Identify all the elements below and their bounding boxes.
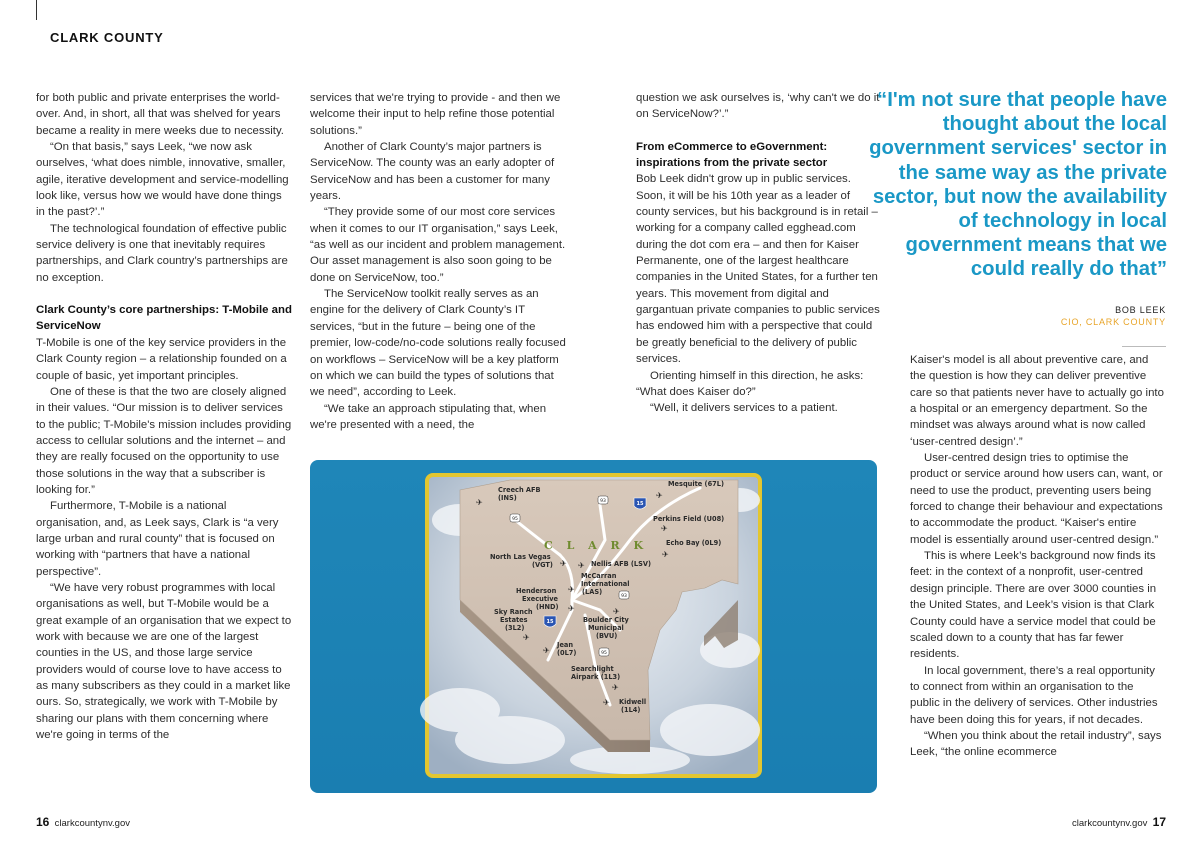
svg-text:15: 15	[636, 501, 644, 507]
airplane-icon: ✈	[523, 633, 530, 642]
paragraph: The ServiceNow toolkit really serves as an engine for the delivery of Clark County’s IT services, “but in the future – being one of the premier, low-code/no-code solutions really focused on workflows – ServiceNow will be a key platform on which we can build the types of solutions that we need”, according to Leek.	[310, 288, 566, 399]
map-illustration	[310, 460, 877, 793]
paragraph: “When you think about the retail industry”, says Leek, “the online ecommerce	[910, 729, 1162, 759]
footer-url: clarkcountynv.gov	[1072, 818, 1148, 829]
quote-author-role: CIO, CLARK COUNTY	[1060, 317, 1166, 327]
svg-text:Echo Bay (0L9): Echo Bay (0L9)	[666, 539, 722, 547]
svg-text:Jean: Jean	[557, 641, 574, 649]
svg-text:Creech AFB: Creech AFB	[498, 486, 541, 494]
footer-left	[36, 815, 130, 829]
svg-text:(VGT): (VGT)	[532, 561, 553, 569]
svg-text:Boulder City: Boulder City	[583, 616, 629, 624]
paragraph: This is where Leek’s background now finds its feet: in the context of a nonprofit, user-centred design principle. There are over 3000 counties in the United States, and Leek’s vision is that Clark County could have a service model that could be scaled down to a county that has far fewer residents.	[910, 550, 1157, 661]
svg-text:95: 95	[512, 517, 518, 522]
paragraph: Another of Clark County’s major partners is ServiceNow. The county was an early adopter of ServiceNow and has been a customer for many years.	[310, 141, 555, 203]
svg-text:Estates: Estates	[500, 616, 528, 624]
airplane-icon: ✈	[560, 559, 567, 568]
paragraph: Orienting himself in this direction, he asks: “What does Kaiser do?”	[636, 369, 864, 398]
airplane-icon: ✈	[543, 646, 550, 655]
airplane-icon: ✈	[568, 585, 575, 594]
airplane-icon: ✈	[578, 561, 585, 570]
paragraph: Kaiser's model is all about preventive care, and the question is how they can deliver preventive care so that patients never have to actually go into a hospital or an emergency department. So the mindset was always around what is now called ‘user-centred design’.”	[910, 354, 1164, 448]
svg-text:93: 93	[600, 499, 606, 504]
paragraph: “They provide some of our most core services when it comes to our IT organisation,” says Leek, “as well as our incident and problem management. Our asset management is also soon going to be done on ServiceNow, too.”	[310, 206, 566, 284]
paragraph: Furthermore, T-Mobile is a national organisation, and, as Leek says, Clark is “a very large urban and rural county” that is focused on working with “partners that have a national perspective”.	[36, 500, 279, 578]
airplane-icon: ✈	[476, 498, 483, 507]
page-number: 16	[36, 815, 50, 829]
svg-text:Perkins Field (U08): Perkins Field (U08)	[653, 515, 725, 523]
svg-text:Mesquite (67L): Mesquite (67L)	[668, 480, 724, 488]
header-rule	[36, 0, 37, 20]
airplane-icon: ✈	[661, 524, 668, 533]
svg-text:(INS): (INS)	[498, 494, 517, 502]
paragraph: “We have very robust programmes with local organisations as well, but T-Mobile would be a great example of an organisation that we expect to work with because we are one of the largest counties in the US, and those large service providers would of course love to have access to as many subscribers as they could in a market like ours. So, strategically, we work with T-Mobile by sharing our plans with them concerning where we're going in terms of the	[36, 581, 292, 742]
svg-text:(3L2): (3L2)	[505, 624, 525, 632]
airplane-icon: ✈	[603, 698, 610, 707]
pull-quote: “I'm not sure that people have thought about the local government services' sector in the same way as the private sector, but now the availability of technology in local government means that we could really do that”	[869, 89, 1167, 281]
paragraph: Bob Leek didn't grow up in public services. Soon, it will be his 10th year as a leader of county services, but his background is in retail – working for a company called egghead.com during the dot com era – and then for Kaiser Permanente, one of the largest healthcare companies in the United States, for a further ten years. This movement from digital and gargantuan private companies to public services has endowed him with a perspective that could be greatly beneficial to the delivery of public services.	[636, 173, 880, 366]
paragraph: “Well, it delivers services to a patient.	[650, 402, 838, 415]
paragraph: for both public and private enterprises the world-over. And, in short, all that was shelved for years became a reality in mere weeks due to necessity.	[36, 92, 284, 137]
footer-url: clarkcountynv.gov	[54, 818, 130, 829]
svg-text:Executive: Executive	[522, 595, 559, 603]
airplane-icon: ✈	[568, 604, 575, 613]
svg-text:Nellis AFB (LSV): Nellis AFB (LSV)	[591, 560, 652, 568]
svg-text:(LAS): (LAS)	[582, 588, 603, 596]
svg-text:(1L4): (1L4)	[621, 706, 641, 714]
svg-text:15: 15	[546, 619, 554, 625]
paragraph: “We take an approach stipulating that, when we're presented with a need, the	[310, 402, 547, 431]
svg-text:International: International	[581, 580, 630, 588]
airplane-icon: ✈	[662, 550, 669, 559]
article-column-2	[310, 90, 566, 433]
paragraph: The technological foundation of effective public service delivery is one that inevitably requires partnerships, and Clark country’s partnerships are no exception.	[36, 222, 288, 284]
svg-text:(HND): (HND)	[536, 603, 559, 611]
paragraph: “On that basis,” says Leek, “we now ask ourselves, ‘what does nimble, innovative, smaller, agile, iterative development and service-modelling look like, versus how we would have done things in the past?’.”	[36, 141, 289, 219]
section-header: CLARK COUNTY	[50, 30, 164, 45]
svg-text:McCarran: McCarran	[581, 572, 617, 580]
paragraph: One of these is that the two are closely aligned in their values. “Our mission is to deliver services to the public; T-Mobile's mission includes providing access to cellular solutions and the internet – and they are really focused on the opportunity to use those solutions in the way that a subscriber is looking for.”	[36, 385, 292, 496]
article-column-3	[636, 90, 882, 417]
article-column-4	[910, 352, 1166, 761]
footer-right	[1072, 815, 1166, 829]
quote-author: BOB LEEK	[1115, 305, 1166, 315]
svg-text:Searchlight: Searchlight	[571, 665, 614, 673]
svg-text:95: 95	[601, 651, 607, 656]
clark-county-airport-map	[310, 460, 877, 793]
svg-text:Sky Ranch: Sky Ranch	[494, 608, 533, 616]
paragraph: T-Mobile is one of the key service providers in the Clark County region – a relationship founded on a couple of basic, yet important principles.	[36, 336, 287, 382]
county-name-label: C L A R K	[544, 539, 649, 552]
airplane-icon: ✈	[612, 683, 619, 692]
paragraph: question we ask ourselves is, ‘why can't we do it on ServiceNow?’.”	[636, 92, 880, 121]
svg-text:Henderson: Henderson	[516, 587, 557, 595]
svg-text:Airpark (1L3): Airpark (1L3)	[571, 673, 621, 681]
article-column-1	[36, 90, 292, 743]
airplane-icon: ✈	[613, 607, 620, 616]
paragraph: In local government, there’s a real opportunity to connect from within an organisation to the public in the delivery of services. Other industries have been doing this for years, if not decades.	[910, 664, 1158, 726]
subheading: From eCommerce to eGovernment: inspirations from the private sector	[636, 140, 828, 170]
paragraph: services that we're trying to provide - and then we welcome their input to help refine those potential solutions.”	[310, 92, 561, 137]
subheading: Clark County’s core partnerships: T-Mobile and ServiceNow	[36, 304, 292, 333]
svg-text:North Las Vegas: North Las Vegas	[490, 553, 551, 561]
svg-text:Municipal: Municipal	[588, 624, 624, 632]
airplane-icon: ✈	[656, 491, 663, 500]
page-number: 17	[1152, 815, 1166, 829]
svg-text:(BVU): (BVU)	[596, 632, 618, 640]
svg-text:93: 93	[621, 594, 627, 599]
divider	[1122, 346, 1166, 347]
paragraph: User-centred design tries to optimise the product or service around how users can, want, or need to use the product, preventing users being forced to change their behaviour and expectations to accommodate the product. “Kaiser's entire model is essentially around user-centred design.”	[910, 452, 1163, 546]
svg-text:(0L7): (0L7)	[557, 649, 577, 657]
svg-text:Kidwell: Kidwell	[619, 698, 647, 706]
